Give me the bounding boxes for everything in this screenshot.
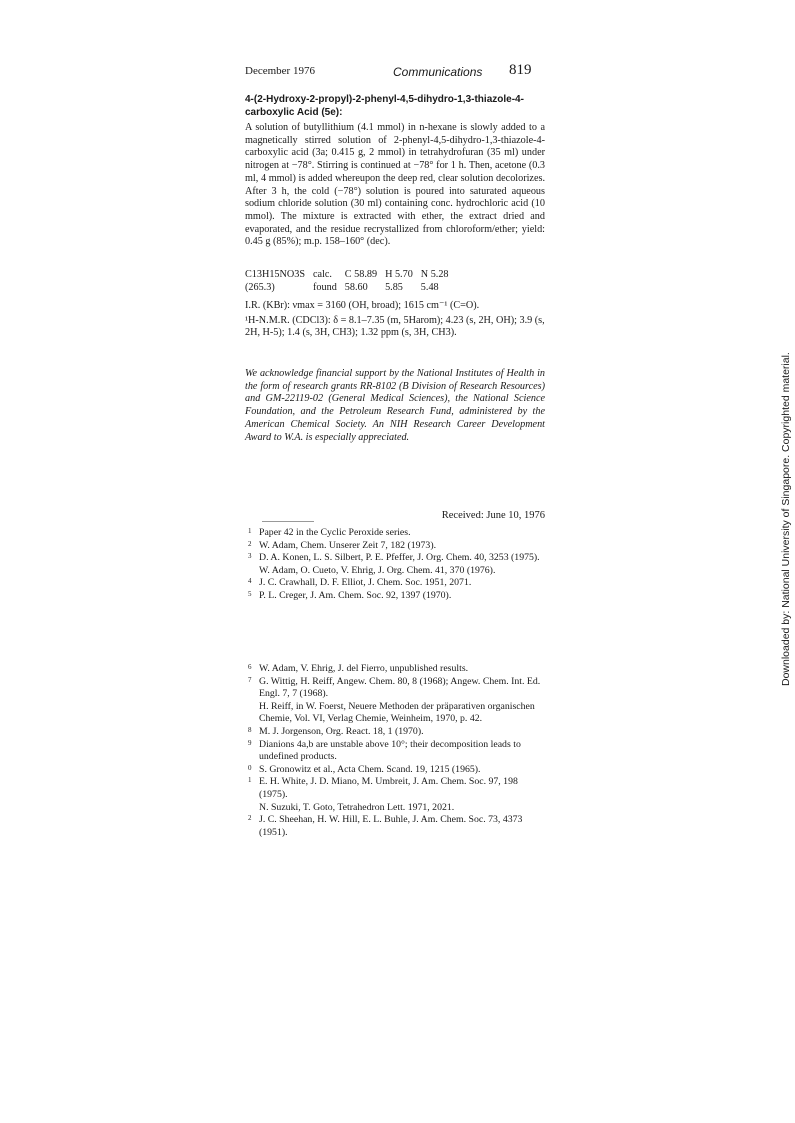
reference-mark: 1 — [248, 776, 252, 785]
analysis-table — [245, 268, 457, 294]
page-header — [245, 62, 545, 84]
procedure-paragraph: A solution of butyllithium (4.1 mmol) in n-hexane is slowly added to a magnetically stirred solution of 2-phenyl-4,5-dihydro-1,3-thiazole-4-carboxylic acid (3a; 0.415 g, 2 mmol) in tetrahydrofuran (35 ml) under nitrogen at −78°. Stirring is continued at −78° for 1 h. Then, acetone (0.3 ml, 4 mmol) is added whereupon the deep red, clear solution decolorizes. After 3 h, the cold (−78°) solution is poured into saturated aqueous sodium chloride solution (30 ml) containing conc. hydrochloric acid (10 mmol). The mixture is extracted with ether, the extract dried and evaporated, and the residue recrystallized from chloroform/ether; yield: 0.45 g (85%); m.p. 158–160° (dec). — [245, 122, 545, 248]
reference-mark: 6 — [248, 663, 252, 671]
reference-item — [245, 726, 545, 739]
found-h: 5.85 — [385, 282, 403, 293]
header-date: December 1976 — [245, 65, 315, 77]
compound-title: 4-(2-Hydroxy-2-propyl)-2-phenyl-4,5-dihydro-1,3-thiazole-4-carboxylic Acid (5e): — [245, 94, 524, 118]
reference-text: D. A. Konen, L. S. Silbert, P. E. Pfeffer, J. Org. Chem. 40, 3253 (1975). — [259, 552, 540, 564]
references-list-b — [245, 663, 545, 839]
reference-item — [245, 527, 545, 540]
reference-text: Dianions 4a,b are unstable above 10°; their decomposition leads to undefined products. — [259, 738, 521, 763]
ir-data: I.R. (KBr): νmax = 3160 (OH, broad); 1615 cm⁻¹ (C=O). — [245, 300, 480, 311]
reference-mark: 5 — [248, 589, 252, 598]
found-n: 5.48 — [420, 282, 439, 293]
reference-item — [245, 739, 545, 764]
analysis-found-row — [245, 281, 457, 294]
reference-text: W. Adam, Chem. Unserer Zeit 7, 182 (1973). — [259, 539, 437, 551]
reference-text: G. Wittig, H. Reiff, Angew. Chem. 80, 8 (1968); Angew. Chem. Int. Ed. Engl. 7, 7 (1968). — [259, 675, 541, 700]
page-number: 819 — [509, 62, 532, 78]
reference-item — [245, 814, 545, 839]
reference-item — [245, 590, 545, 603]
reference-text: J. C. Crawhall, D. F. Elliot, J. Chem. Soc. 1951, 2071. — [259, 577, 472, 589]
reference-item — [245, 663, 545, 676]
reference-text: W. Adam, V. Ehrig, J. del Fierro, unpublished results. — [259, 663, 469, 674]
reference-mark: 0 — [248, 763, 252, 772]
reference-item — [245, 552, 545, 565]
footnote-separator — [262, 521, 314, 522]
reference-item — [245, 540, 545, 553]
reference-mark: 2 — [248, 539, 252, 548]
calc-h: H 5.70 — [385, 269, 413, 280]
reference-text: E. H. White, J. D. Miano, M. Umbreit, J. Am. Chem. Soc. 97, 198 (1975). — [259, 776, 518, 800]
reference-text: J. C. Sheehan, H. W. Hill, E. L. Buhle, J. Am. Chem. Soc. 73, 4373 (1951). — [259, 814, 523, 838]
reference-item — [245, 577, 545, 590]
formula: C13H15NO3S — [245, 269, 306, 280]
reference-mark: 4 — [248, 577, 252, 586]
reference-text: P. L. Creger, J. Am. Chem. Soc. 92, 1397 (1970). — [259, 589, 452, 601]
reference-mark: 7 — [248, 675, 252, 684]
reference-item — [245, 776, 545, 801]
reference-item — [245, 565, 545, 578]
calc-c: C 58.89 — [344, 269, 378, 280]
molecular-weight: (265.3) — [245, 282, 275, 293]
calc-label: calc. — [313, 269, 332, 280]
analysis-calc-row — [245, 268, 457, 281]
reference-mark: 1 — [248, 527, 252, 535]
reference-mark: 2 — [248, 814, 252, 823]
spectral-data — [245, 300, 545, 342]
received-date: Received: June 10, 1976 — [441, 510, 545, 521]
reference-text: M. J. Jorgenson, Org. React. 18, 1 (1970). — [259, 725, 424, 737]
reference-mark: 3 — [248, 552, 252, 561]
reference-item — [245, 701, 545, 726]
reference-item — [245, 764, 545, 777]
reference-text: N. Suzuki, T. Goto, Tetrahedron Lett. 1971, 2021. — [259, 801, 455, 813]
found-c: 58.60 — [344, 282, 368, 293]
found-label: found — [313, 282, 337, 293]
acknowledgement: We acknowledge financial support by the National Institutes of Health in the form of research grants RR-8102 (B Division of Research Resources) and GM-22119-02 (General Medical Sciences), the National Science Foundation, and the Petroleum Research Fund, administered by the American Chemical Society. An NIH Research Career Development Award to W.A. is especially appreciated. — [245, 368, 545, 443]
elemental-analysis — [245, 268, 545, 294]
reference-text: W. Adam, O. Cueto, V. Ehrig, J. Org. Chem. 41, 370 (1976). — [259, 564, 496, 576]
nmr-data: ¹H-N.M.R. (CDCl3): δ = 8.1–7.35 (m, 5Harom); 4.23 (s, 2H, OH); 3.9 (s, 2H, H-5); 1.4 (s, 3H, CH3); 1.32 ppm (s, 3H, CH3). — [245, 314, 545, 339]
reference-text: H. Reiff, in W. Foerst, Neuere Methoden der präparativen organischen Chemie, Vol. VI, Verlag Chemie, Weinheim, 1970, p. 42. — [259, 700, 535, 725]
reference-mark: 9 — [248, 738, 252, 747]
reference-text: S. Gronowitz et al., Acta Chem. Scand. 19, 1215 (1965). — [259, 763, 481, 775]
calc-n: N 5.28 — [420, 269, 449, 280]
reference-item — [245, 676, 545, 701]
reference-text: Paper 42 in the Cyclic Peroxide series. — [259, 527, 411, 538]
references-list-a — [245, 527, 545, 603]
download-notice: Downloaded by: National University of Singapore. Copyrighted material. — [780, 352, 792, 686]
header-section: Communications — [393, 65, 483, 79]
reference-item — [245, 802, 545, 815]
reference-mark: 8 — [248, 725, 252, 734]
